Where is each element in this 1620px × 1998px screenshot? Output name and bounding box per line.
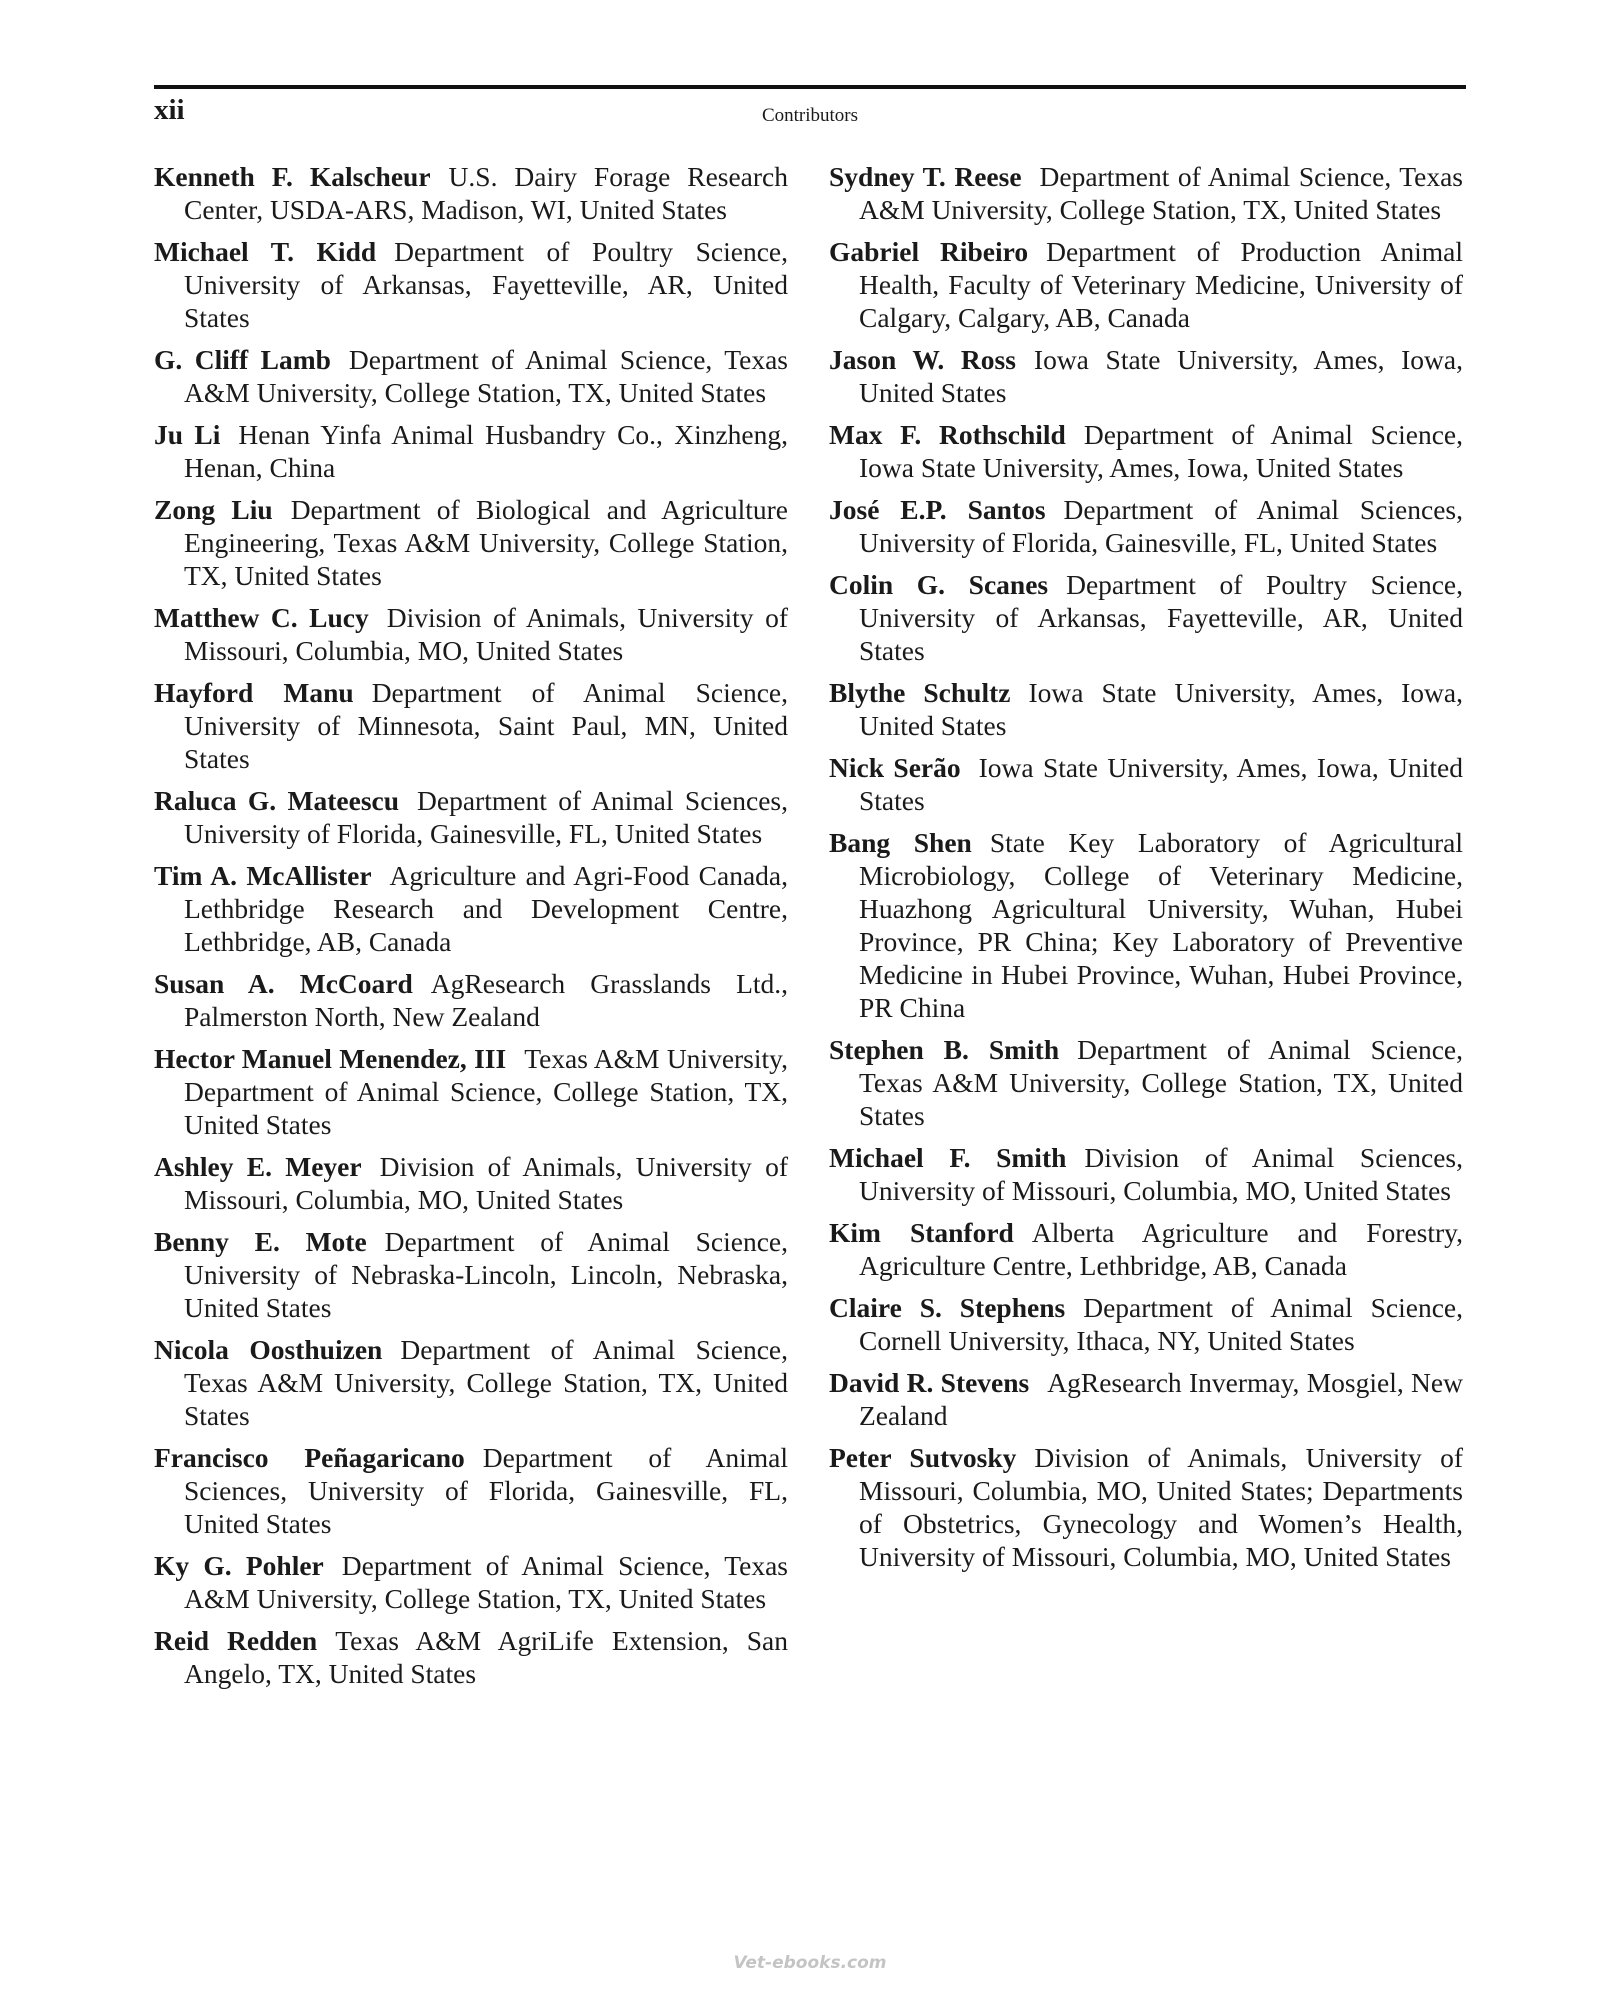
contributor-entry	[154, 601, 788, 667]
contributor-affiliation: Alberta Agriculture and Forestry, Agriculture Centre, Lethbridge, AB, Canada	[859, 1217, 1463, 1281]
contributor-name: Sydney T. Reese	[829, 161, 1022, 192]
contributor-entry	[829, 160, 1463, 226]
contributor-affiliation: U.S. Dairy Forage Research Center, USDA-ARS, Madison, WI, United States	[184, 161, 788, 225]
contributor-entry	[154, 235, 788, 334]
contributors-column-left	[154, 160, 788, 1699]
contributor-name: José E.P. Santos	[829, 494, 1046, 525]
contributor-name: Ju Li	[154, 419, 221, 450]
contributor-affiliation: AgResearch Invermay, Mosgiel, New Zealand	[859, 1367, 1463, 1431]
contributor-name: Stephen B. Smith	[829, 1034, 1060, 1065]
contributor-name: Reid Redden	[154, 1625, 318, 1656]
contributor-name: G. Cliff Lamb	[154, 344, 331, 375]
contributor-entry	[154, 967, 788, 1033]
contributor-name: Michael T. Kidd	[154, 236, 377, 267]
header-rule	[154, 85, 1466, 89]
contributor-name: Tim A. McAllister	[154, 860, 372, 891]
running-title: Contributors	[761, 105, 859, 126]
page-number: xii	[154, 94, 185, 126]
contributor-entry	[829, 235, 1463, 334]
contributor-entry	[829, 568, 1463, 667]
contributor-affiliation: Department of Poultry Science, University of Arkansas, Fayetteville, AR, United States	[859, 569, 1463, 666]
contributor-name: David R. Stevens	[829, 1367, 1030, 1398]
contributor-affiliation: Department of Animal Science, Texas A&M University, College Station, TX, United States	[184, 1550, 788, 1614]
watermark-logo: Vet-ebooks.com	[733, 1953, 887, 1973]
contributor-affiliation: Division of Animals, University of Missouri, Columbia, MO, United States; Departments of Obstetrics, Gynecology and Women’s Health, University of Missouri, Columbia, MO, United States	[859, 1442, 1463, 1572]
contributor-name: Kim Stanford	[829, 1217, 1014, 1248]
contributor-name: Hayford Manu	[154, 677, 354, 708]
contributor-entry	[154, 676, 788, 775]
contributor-affiliation: Department of Animal Science, University of Minnesota, Saint Paul, MN, United States	[184, 677, 788, 774]
contributor-entry	[154, 1225, 788, 1324]
contributor-affiliation: Agriculture and Agri-Food Canada, Lethbridge Research and Development Centre, Lethbridge, AB, Canada	[184, 860, 789, 957]
contributor-name: Benny E. Mote	[154, 1226, 367, 1257]
contributor-entry	[829, 751, 1463, 817]
contributor-entry	[154, 1549, 788, 1615]
contributor-entry	[829, 1216, 1463, 1282]
contributor-entry	[154, 343, 788, 409]
contributor-entry	[154, 1150, 788, 1216]
contributor-name: Michael F. Smith	[829, 1142, 1067, 1173]
contributor-affiliation: Department of Animal Science, Texas A&M University, College Station, TX, United States	[184, 1334, 788, 1431]
contributor-affiliation: Henan Yinfa Animal Husbandry Co., Xinzheng, Henan, China	[184, 419, 789, 483]
contributor-name: Hector Manuel Menendez, III	[154, 1043, 507, 1074]
contributor-affiliation: Department of Poultry Science, University of Arkansas, Fayetteville, AR, United States	[184, 236, 788, 333]
contributors-column-right	[829, 160, 1463, 1582]
contributor-entry	[829, 343, 1463, 409]
contributor-entry	[154, 160, 788, 226]
contributor-name: Susan A. McCoard	[154, 968, 413, 999]
contributor-name: Gabriel Ribeiro	[829, 236, 1029, 267]
contributor-affiliation: Department of Animal Sciences, University of Florida, Gainesville, FL, United States	[184, 1442, 788, 1539]
contributor-affiliation: Division of Animals, University of Missouri, Columbia, MO, United States	[184, 602, 788, 666]
contributor-entry	[829, 493, 1463, 559]
contributor-entry	[154, 418, 788, 484]
contributor-entry	[829, 826, 1463, 1024]
contributor-affiliation: Iowa State University, Ames, Iowa, United States	[859, 677, 1463, 741]
contributor-affiliation: Iowa State University, Ames, Iowa, United States	[859, 752, 1463, 816]
contributor-name: Nicola Oosthuizen	[154, 1334, 383, 1365]
contributor-entry	[154, 859, 788, 958]
contributor-affiliation: Department of Animal Science, Texas A&M University, College Station, TX, United States	[859, 161, 1463, 225]
contributor-affiliation: Department of Animal Sciences, University of Florida, Gainesville, FL, United States	[859, 494, 1463, 558]
contributor-affiliation: Iowa State University, Ames, Iowa, United States	[859, 344, 1463, 408]
contributor-entry	[829, 676, 1463, 742]
contributor-affiliation: State Key Laboratory of Agricultural Microbiology, College of Veterinary Medicine, Huazhong Agricultural University, Wuhan, Hubei Province, PR China; Key Laboratory of Preventive Medicine in Hubei Province, Wuhan, Hubei Province, PR China	[859, 827, 1463, 1023]
contributor-affiliation: Texas A&M University, Department of Animal Science, College Station, TX, United States	[184, 1043, 788, 1140]
contributor-name: Blythe Schultz	[829, 677, 1011, 708]
contributor-name: Claire S. Stephens	[829, 1292, 1066, 1323]
contributor-entry	[829, 1141, 1463, 1207]
contributor-affiliation: Division of Animals, University of Missouri, Columbia, MO, United States	[184, 1151, 788, 1215]
contributor-entry	[829, 1366, 1463, 1432]
contributor-name: Max F. Rothschild	[829, 419, 1066, 450]
contributor-name: Kenneth F. Kalscheur	[154, 161, 431, 192]
contributor-entry	[154, 784, 788, 850]
contributor-name: Matthew C. Lucy	[154, 602, 369, 633]
contributor-entry	[154, 493, 788, 592]
contributor-affiliation: Department of Animal Science, Cornell University, Ithaca, NY, United States	[859, 1292, 1463, 1356]
contributor-entry	[829, 418, 1463, 484]
contributor-entry	[154, 1624, 788, 1690]
contributor-affiliation: Department of Animal Science, Iowa State University, Ames, Iowa, United States	[859, 419, 1463, 483]
contributor-affiliation: Texas A&M AgriLife Extension, San Angelo, TX, United States	[184, 1625, 789, 1689]
contributor-entry	[154, 1042, 788, 1141]
contributor-entry	[829, 1033, 1463, 1132]
contributor-name: Jason W. Ross	[829, 344, 1016, 375]
contributor-name: Raluca G. Mateescu	[154, 785, 400, 816]
contributor-name: Zong Liu	[154, 494, 273, 525]
contributor-entry	[154, 1441, 788, 1540]
contributor-name: Ashley E. Meyer	[154, 1151, 362, 1182]
contributor-affiliation: Department of Animal Science, Texas A&M University, College Station, TX, United States	[859, 1034, 1463, 1131]
contributor-affiliation: Division of Animal Sciences, University of Missouri, Columbia, MO, United States	[859, 1142, 1463, 1206]
contributor-affiliation: AgResearch Grasslands Ltd., Palmerston North, New Zealand	[184, 968, 789, 1032]
contributor-affiliation: Department of Animal Science, Texas A&M University, College Station, TX, United States	[184, 344, 788, 408]
contributor-entry	[829, 1441, 1463, 1573]
contributor-name: Nick Serão	[829, 752, 961, 783]
contributor-name: Ky G. Pohler	[154, 1550, 324, 1581]
contributor-name: Peter Sutvosky	[829, 1442, 1017, 1473]
contributor-affiliation: Department of Animal Science, University of Nebraska-Lincoln, Lincoln, Nebraska, United States	[184, 1226, 788, 1323]
contributor-entry	[154, 1333, 788, 1432]
contributor-affiliation: Department of Animal Sciences, University of Florida, Gainesville, FL, United States	[184, 785, 788, 849]
contributor-entry	[829, 1291, 1463, 1357]
contributor-affiliation: Department of Production Animal Health, Faculty of Veterinary Medicine, University of Calgary, Calgary, AB, Canada	[859, 236, 1463, 333]
contributor-name: Colin G. Scanes	[829, 569, 1049, 600]
contributor-name: Bang Shen	[829, 827, 972, 858]
contributor-affiliation: Department of Biological and Agriculture Engineering, Texas A&M University, College Station, TX, United States	[184, 494, 788, 591]
contributor-name: Francisco Peñagaricano	[154, 1442, 465, 1473]
